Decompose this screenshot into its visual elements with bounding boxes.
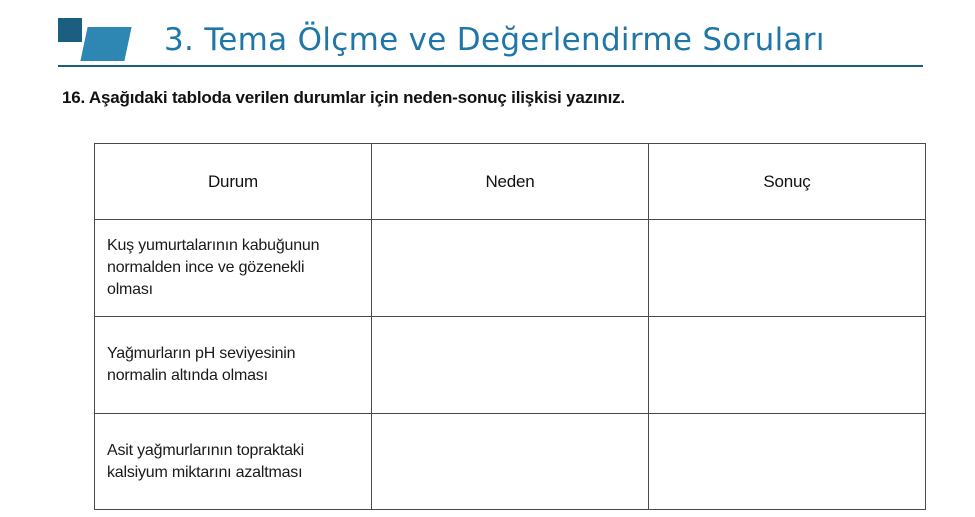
table-row xyxy=(95,317,926,414)
logo-parallelogram-mark xyxy=(80,27,131,61)
column-header-durum: Durum xyxy=(95,144,372,220)
sonuc-answer-cell[interactable] xyxy=(649,220,926,317)
neden-answer-cell[interactable] xyxy=(372,317,649,414)
durum-text: Asit yağmurlarının topraktaki kalsiyum miktarını azaltması xyxy=(107,441,304,481)
sonuc-answer-cell[interactable] xyxy=(649,414,926,510)
durum-text: Yağmurların pH seviyesinin normalin altında olması xyxy=(107,345,296,384)
sonuc-answer-cell[interactable] xyxy=(649,317,926,414)
durum-cell xyxy=(95,317,372,414)
neden-answer-cell[interactable] xyxy=(372,414,649,510)
durum-text: Kuş yumurtalarının kabuğunun normalden ince ve gözenekli olması xyxy=(107,237,320,298)
logo-square-mark xyxy=(58,18,82,42)
header-divider xyxy=(58,65,923,67)
section-title: 3. Tema Ölçme ve Değerlendirme Soruları xyxy=(164,22,825,58)
durum-cell xyxy=(95,220,372,317)
column-header-sonuc: Sonuç xyxy=(649,144,926,220)
question-text: 16. Aşağıdaki tabloda verilen durumlar için neden-sonuç ilişkisi yazınız. xyxy=(62,88,625,107)
durum-cell xyxy=(95,414,372,510)
table-header-row xyxy=(95,144,926,220)
page-header xyxy=(0,0,975,70)
cause-effect-table xyxy=(94,143,926,510)
table-row xyxy=(95,220,926,317)
column-header-neden: Neden xyxy=(372,144,649,220)
table-row xyxy=(95,414,926,510)
neden-answer-cell[interactable] xyxy=(372,220,649,317)
